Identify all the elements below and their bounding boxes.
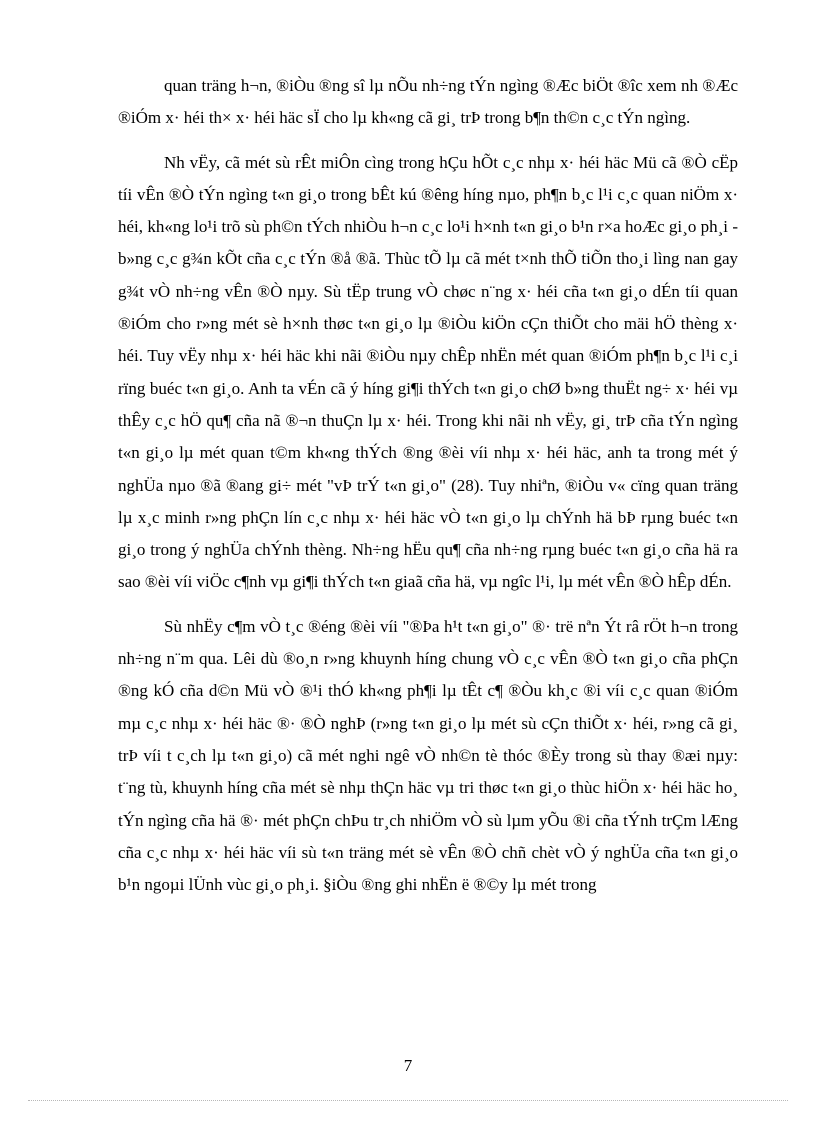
paragraph-1: quan träng h¬n, ®iÒu ®ng sî lµ nÕu nh÷ng tÝn ngìng ®Æc biÖt ®îc xem nh ®Æc ®iÓm x· héi th× x· héi häc sÏ cho lµ kh«ng cã gi¸ trÞ trong b¶n th©n c¸c tÝn ngìng. — [118, 76, 738, 128]
page-number: 7 — [403, 1056, 413, 1075]
paragraph-3: Sù nhËy c¶m vÒ t¸c ®éng ®èi víi "®Þa h¹t t«n gi¸o" ®· trë nªn Ýt râ rÖt h¬n trong nh÷ng n¨m qua. Lêi dù ®o¸n r»ng khuynh híng chung vÒ c¸c vÊn ®Ò t«n gi¸o cña phÇn ®ng kÓ cña d©n Mü vÒ ®¹i thÓ kh«ng ph¶i lµ tÊt c¶ ®Òu kh¸c ®i víi c¸c quan ®iÓm mµ c¸c nhµ x· héi häc ®· ®Ò nghÞ (r»ng t«n gi¸o lµ mét sù cÇn thiÕt x· héi, r»ng cã gi¸ trÞ víi t c¸ch lµ t«n gi¸o) cã mét nghi ngê vÒ nh©n tè thóc ®Èy trong sù thay ®æi nµy: t¨ng tù, khuynh híng cña mét sè nhµ thÇn häc vµ tri thøc t«n gi¸o thùc hiÖn x· héi häc ho¸ tÝn ngìng cña hä ®· mét phÇn chÞu tr¸ch nhiÖm vÒ sù lµm yÕu ®i cña tÝnh trÇm lÆng cña c¸c nhµ x· héi häc víi sù t«n träng mét sè vÊn ®Ò chñ chèt vÒ ý nghÜa cña t«n gi¸o b¹n ngoµi lÜnh vùc gi¸o ph¸i. §iÒu ®ng ghi nhËn ë ®©y lµ mét trong — [118, 616, 738, 895]
page-footer-divider — [28, 1100, 788, 1101]
body-text — [118, 70, 738, 901]
paragraph-2: Nh vËy, cã mét sù rÊt miÔn cìng trong hÇu hÕt c¸c nhµ x· héi häc Mü cã ®Ò cËp tíi vÊn ®Ò tÝn ngìng t«n gi¸o trong bÊt kú ®êng híng nµo, ph¶n b¸c l¹i c¸c quan niÖm x· héi, kh«ng lo¹i trõ sù ph©n tÝch nhiÒu h¬n c¸c lo¹i h×nh t«n gi¸o b¹n r×a hoÆc gi¸o ph¸i - b»ng c¸c g¾n kÕt cña c¸c tÝn ®å ®ã. Thùc tÕ lµ cã mét t×nh thÕ tiÕn tho¸i lìng nan gay g¾t vÒ nh÷ng vÊn ®Ò nµy. Sù tËp trung vÒ chøc n¨ng x· héi cña t«n gi¸o dÉn tíi quan ®iÓm cho r»ng mét sè h×nh thøc t«n gi¸o lµ ®iÒu kiÖn cÇn thiÕt cho mäi hÖ thèng x· héi. Tuy vËy nhµ x· héi häc khi nãi ®iÒu nµy chÊp nhËn mét quan ®iÓm ph¶n b¸c l¹i c¸i rïng buéc t«n gi¸o. Anh ta vÉn cã ý híng gi¶i thÝch t«n gi¸o chØ b»ng thuËt ng÷ x· héi vµ thÊy c¸c hÖ qu¶ cña nã ®¬n thuÇn lµ x· héi. Trong khi nãi nh vËy, gi¸ trÞ cña tÝn ngìng t«n gi¸o lµ mét quan t©m kh«ng thÝch ®ng ®èi víi nhµ x· héi häc, anh ta trong mét ý nghÜa nµo ®ã ®ang gi÷ mét "vÞ trÝ t«n gi¸o" (28). Tuy nhiªn, ®iÒu v« cïng quan träng lµ x¸c minh r»ng phÇn lín c¸c nhµ x· héi häc vÒ t«n gi¸o lµ chÝnh hä bÞ rµng buéc t«n gi¸o trong ý nghÜa chÝnh thèng. Nh÷ng hËu qu¶ cña nh÷ng rµng buéc t«n gi¸o cña hä ra sao ®èi víi viÖc c¶nh vµ gi¶i thÝch t«n giaã cña hä, vµ ngîc l¹i, lµ mét vÊn ®Ò hÊp dÉn. — [118, 152, 738, 592]
